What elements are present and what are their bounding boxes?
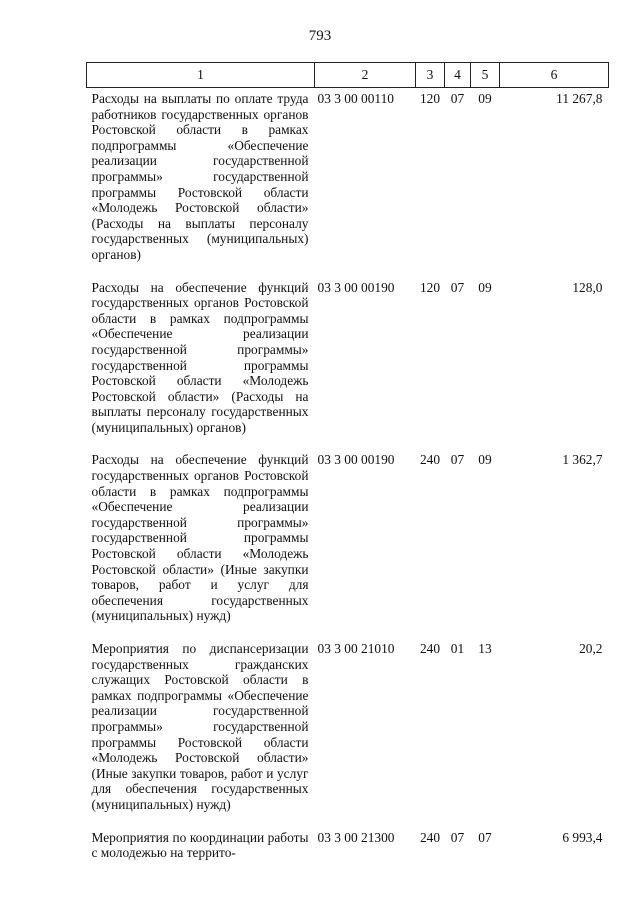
row-amount: 1 362,7	[562, 452, 603, 468]
row-section: 07	[450, 829, 465, 845]
row-section: 07	[450, 279, 465, 295]
column-header-2: 2	[315, 63, 416, 88]
row-target-code: 03 3 00 00110	[317, 91, 394, 106]
row-description: Расходы на выплаты по оплате труда работников государственных органов Ростовской области в рамках подпрограммы «Обеспечение реализации государственной программы» государственной программы Ростовской области «Молодежь Ростовской области» (Расходы на выплаты персоналу государственных (муниципальных) органов)	[91, 91, 309, 262]
table-row	[87, 277, 609, 450]
row-subsection: 13	[478, 641, 492, 656]
row-target-code: 03 3 00 00190	[317, 279, 395, 295]
row-amount: 128,0	[572, 279, 603, 295]
row-section: 07	[450, 91, 465, 106]
row-description: Расходы на обеспечение функций государственных органов Ростовской области в рамках подпрограммы «Обеспечение реализации государственной программы» государственной программы Ростовской области «Молодежь Ростовской области» (Иные закупки товаров, работ и услуг для обеспечения государственных (муниципальных) нужд)	[91, 452, 309, 624]
row-section: 07	[450, 452, 465, 468]
row-description: Расходы на обеспечение функций государственных органов Ростовской области в рамках подпрограммы «Обеспечение реализации государственной программы» государственной программы Ростовской области «Молодежь Ростовской области» (Расходы на выплаты персоналу государственных (муниципальных) органов)	[91, 279, 309, 435]
table-row	[87, 88, 609, 277]
row-amount: 11 267,8	[556, 91, 603, 106]
row-target-code: 03 3 00 21300	[317, 829, 395, 845]
row-expense-type: 240	[419, 829, 441, 845]
row-subsection: 09	[478, 91, 492, 106]
table-row	[87, 638, 609, 827]
column-header-6: 6	[500, 63, 609, 88]
column-header-4: 4	[445, 63, 471, 88]
row-description: Мероприятия по диспансеризации государственных гражданских служащих Ростовской области в рамках подпрограммы «Обеспечение реализации государственной программы» государственной программы Ростовской области «Молодежь Ростовской области» (Иные закупки товаров, работ и услуг для обеспечения государственных (муниципальных) нужд)	[91, 641, 309, 812]
table-row	[87, 449, 609, 638]
row-amount: 6 993,4	[562, 829, 603, 845]
row-expense-type: 240	[419, 452, 441, 468]
column-header-1: 1	[87, 63, 315, 88]
column-header-5: 5	[471, 63, 500, 88]
page-number: 793	[308, 28, 332, 44]
budget-table	[86, 62, 609, 875]
table-header-row	[87, 63, 609, 88]
row-target-code: 03 3 00 21010	[317, 641, 395, 656]
row-amount: 20,2	[579, 641, 603, 656]
table-row	[87, 827, 609, 875]
row-subsection: 09	[478, 279, 492, 295]
row-description: Мероприятия по координации работы с молодежью на террито-	[91, 829, 309, 861]
row-section: 01	[450, 641, 465, 656]
row-subsection: 07	[478, 829, 492, 845]
row-expense-type: 120	[419, 91, 441, 106]
row-target-code: 03 3 00 00190	[317, 452, 395, 468]
row-subsection: 09	[478, 452, 492, 468]
row-expense-type: 240	[419, 641, 441, 656]
column-header-3: 3	[416, 63, 445, 88]
row-expense-type: 120	[419, 279, 441, 295]
